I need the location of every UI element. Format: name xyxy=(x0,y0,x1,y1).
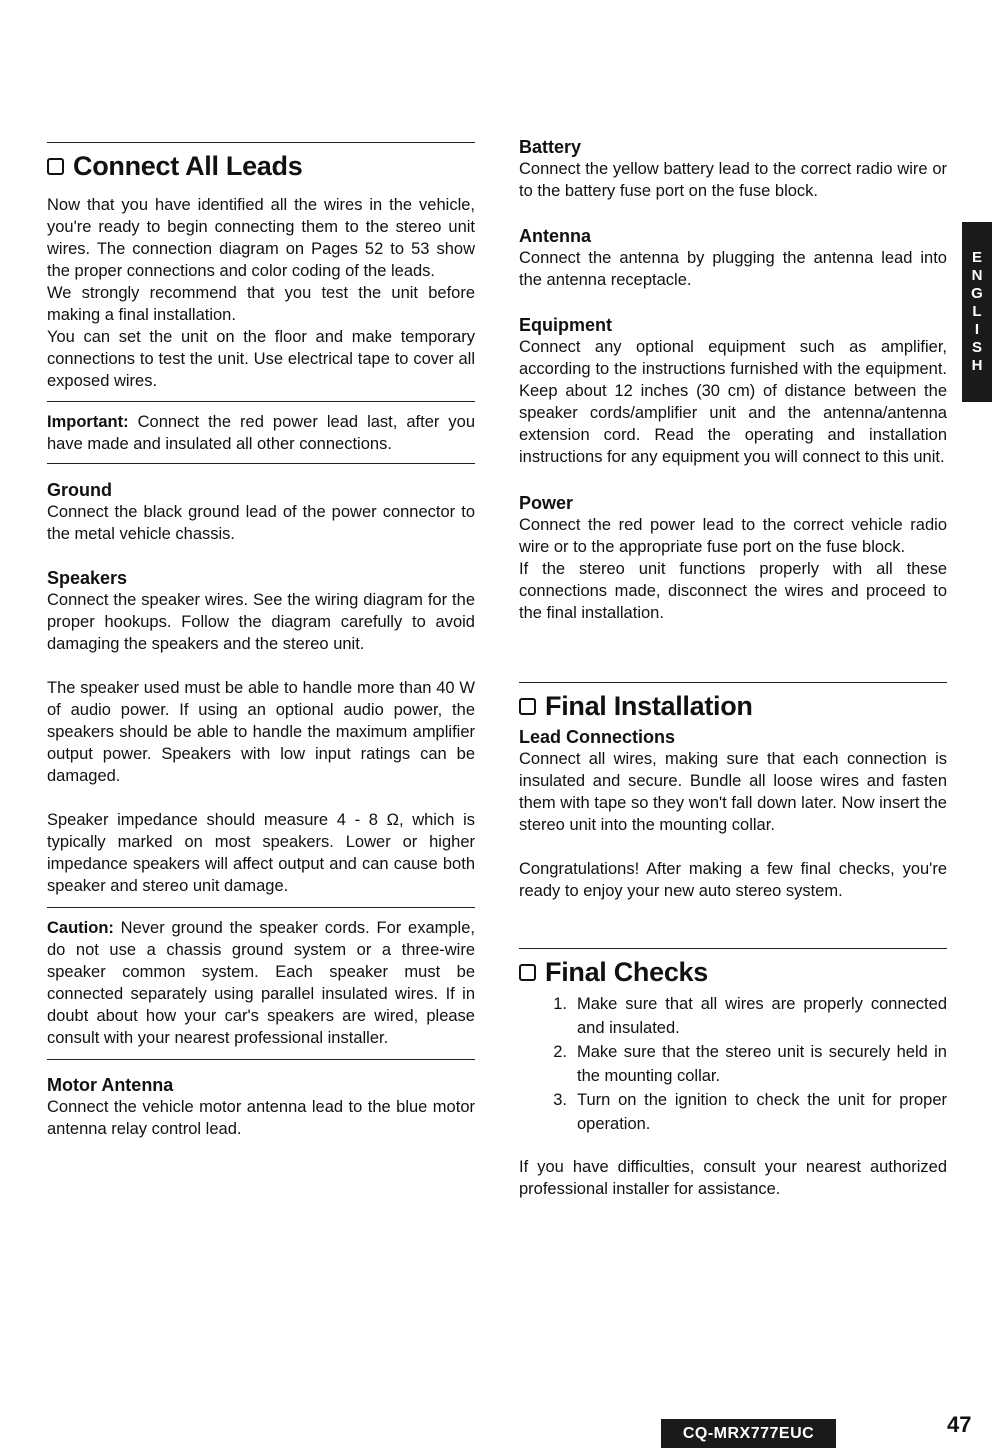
power-heading: Power xyxy=(519,493,574,513)
closing-text: If you have difficulties, consult your nearest authorized professional installer for assistance. xyxy=(519,1158,947,1198)
equipment-text: Connect any optional equipment such as amplifier, according to the instructions furnished with the equipment. Keep about 12 inches (30 cm) of distance between the speaker cords/amplifier unit and the antenna/antenna extension cord. Read the operating and installation instructions for any equipment you will connect to this unit. xyxy=(519,338,947,466)
speakers-text: The speaker used must be able to handle more than 40 W of audio power. If using an optional audio power, the speakers should be able to handle the maximum amplifier output power. Speakers with low input ratings can be damaged. xyxy=(47,679,475,785)
side-tab-letter: G xyxy=(971,285,983,302)
speakers-text: Speaker impedance should measure 4 - 8 Ω, which is typically marked on most speakers. Lower or higher impedance speakers will affect output and can cause both speaker and stereo unit damage. xyxy=(47,811,475,895)
section-title: Final Checks xyxy=(545,957,708,987)
battery-text: Connect the yellow battery lead to the correct radio wire or to the battery fuse port on the fuse block. xyxy=(519,160,947,200)
list-item-text: Make sure that the stereo unit is securely held in the mounting collar. xyxy=(577,1043,947,1085)
antenna-text: Connect the antenna by plugging the antenna lead into the antenna receptacle. xyxy=(519,249,947,289)
list-item-number: 2. xyxy=(553,1043,567,1061)
lead-connections-text: Connect all wires, making sure that each connection is insulated and secure. Bundle all loose wires and fasten them with tape so they won't fall down later. Now insert the stereo unit into the mounting collar. xyxy=(519,750,947,834)
final-checks-list xyxy=(519,992,947,1136)
checkbox-square-icon xyxy=(519,698,536,715)
intro-paragraph: Now that you have identified all the wires in the vehicle, you're ready to begin connecting them to the stereo unit wires. The connection diagram on Pages 52 to 53 show the proper connections and color coding of the leads. xyxy=(47,196,475,280)
side-tab-letter: H xyxy=(971,357,983,374)
equipment-heading: Equipment xyxy=(519,315,612,335)
section-divider xyxy=(47,142,475,143)
section-divider xyxy=(519,948,947,949)
congrats-text: Congratulations! After making a few final checks, you're ready to enjoy your new auto stereo system. xyxy=(519,860,947,900)
lead-connections-heading: Lead Connections xyxy=(519,727,676,747)
side-tab-letter: E xyxy=(971,249,982,266)
page-number: 47 xyxy=(947,1412,972,1437)
intro-paragraph: You can set the unit on the floor and make temporary connections to test the unit. Use electrical tape to cover all exposed wires. xyxy=(47,328,475,390)
important-text: Connect the red power lead last, after you have made and insulated all other connections. xyxy=(47,413,475,453)
checkbox-square-icon xyxy=(47,158,64,175)
side-tab-letter: S xyxy=(971,339,982,356)
list-item-number: 3. xyxy=(553,1091,567,1109)
side-tab-letter: I xyxy=(974,321,980,338)
checkbox-square-icon xyxy=(519,964,536,981)
important-note xyxy=(47,401,475,464)
list-item xyxy=(519,1088,947,1136)
section-title: Final Installation xyxy=(545,691,753,721)
speakers-text: Connect the speaker wires. See the wiring diagram for the proper hookups. Follow the diagram carefully to avoid damaging the speakers and the stereo unit. xyxy=(47,591,475,653)
caution-text: Never ground the speaker cords. For example, do not use a chassis ground system or a three-wire speaker common system. Each speaker must be connected separately using parallel insulated wires. If in doubt about how your car's speakers are wired, please consult with your nearest professional installer. xyxy=(47,919,475,1047)
right-column xyxy=(519,136,947,1200)
list-item xyxy=(519,1040,947,1088)
model-badge: CQ-MRX777EUC xyxy=(661,1419,836,1448)
important-label: Important: xyxy=(47,413,129,431)
section-divider xyxy=(519,682,947,683)
motor-antenna-heading: Motor Antenna xyxy=(47,1075,174,1095)
list-item xyxy=(519,992,947,1040)
speakers-heading: Speakers xyxy=(47,568,128,588)
ground-heading: Ground xyxy=(47,480,112,500)
list-item-number: 1. xyxy=(553,995,567,1013)
section-connect-all-leads xyxy=(47,151,475,182)
section-title: Connect All Leads xyxy=(73,151,303,181)
side-tab-letter: N xyxy=(971,267,983,284)
side-tab-letter: L xyxy=(972,303,982,320)
ground-text: Connect the black ground lead of the power connector to the metal vehicle chassis. xyxy=(47,503,475,543)
power-text: Connect the red power lead to the correct vehicle radio wire or to the appropriate fuse port on the fuse block. xyxy=(519,516,947,556)
language-side-tab xyxy=(962,222,992,402)
list-item-text: Make sure that all wires are properly connected and insulated. xyxy=(577,995,947,1037)
section-final-installation xyxy=(519,691,947,722)
intro-paragraph: We strongly recommend that you test the unit before making a final installation. xyxy=(47,284,475,324)
motor-antenna-text: Connect the vehicle motor antenna lead to the blue motor antenna relay control lead. xyxy=(47,1098,475,1138)
power-text: If the stereo unit functions properly with all these connections made, disconnect the wires and proceed to the final installation. xyxy=(519,560,947,622)
antenna-heading: Antenna xyxy=(519,226,591,246)
section-final-checks xyxy=(519,957,947,988)
caution-label: Caution: xyxy=(47,919,114,937)
battery-heading: Battery xyxy=(519,137,582,157)
list-item-text: Turn on the ignition to check the unit for proper operation. xyxy=(577,1091,947,1133)
left-column xyxy=(47,142,475,1140)
caution-note xyxy=(47,907,475,1060)
